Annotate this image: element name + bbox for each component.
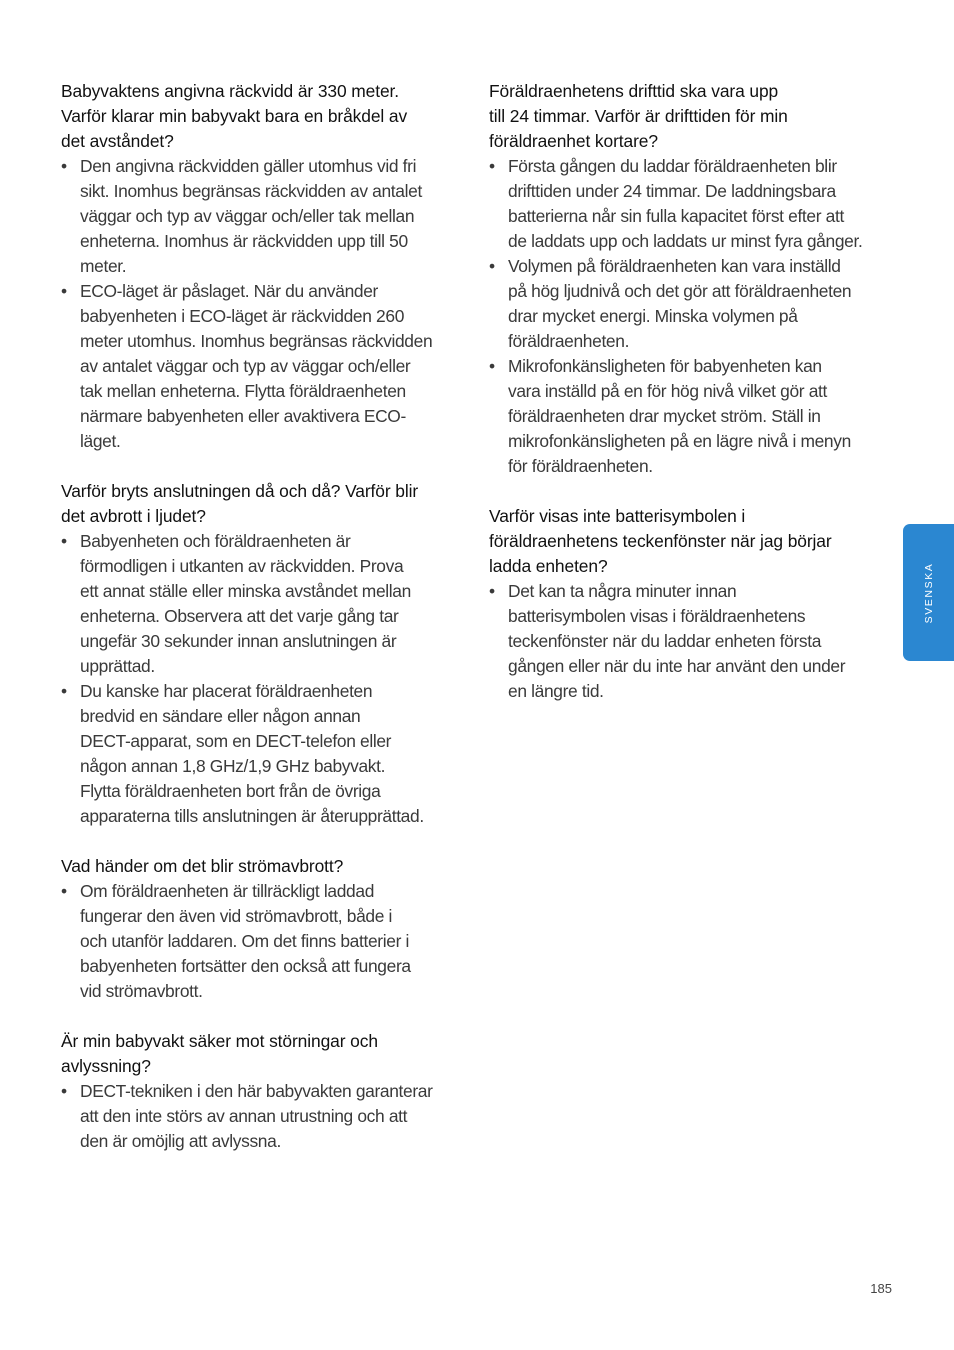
- answer-item: [61, 679, 466, 829]
- faq-item: [489, 504, 894, 704]
- answer-line: läget.: [80, 431, 121, 451]
- answer-list: [489, 154, 894, 479]
- faq-question: [61, 479, 466, 529]
- answer-line: sikt. Inomhus begränsas räckvidden av antalet: [80, 181, 422, 201]
- page-number: 185: [870, 1281, 892, 1296]
- answer-item: [489, 579, 894, 704]
- faq-question: [489, 504, 894, 579]
- answer-line: Flytta föräldraenheten bort från de övriga: [80, 781, 381, 801]
- answer-line: vara inställd på en för hög nivå vilket gör att: [508, 381, 827, 401]
- faq-question: [61, 1029, 466, 1079]
- bullet-icon: •: [489, 156, 495, 176]
- answer-line: teckenfönster när du laddar enheten första: [508, 631, 822, 651]
- answer-item: [61, 879, 466, 1004]
- bullet-icon: •: [61, 156, 67, 176]
- answer-line: föräldraenheten.: [508, 331, 630, 351]
- question-line: Varför bryts anslutningen då och då? Varför blir: [61, 481, 419, 501]
- right-column: [489, 79, 894, 729]
- answer-line: Det kan ta några minuter innan: [508, 581, 737, 601]
- answer-line: väggar och typ av väggar och/eller tak mellan: [80, 206, 415, 226]
- answer-line: enheterna. Observera att det varje gång tar: [80, 606, 399, 626]
- bullet-icon: •: [489, 256, 495, 276]
- answer-line: förmodligen i utkanten av räckvidden. Prova: [80, 556, 404, 576]
- answer-line: meter utomhus. Inomhus begränsas räckvidden: [80, 331, 433, 351]
- answer-line: batterisymbolen visas i föräldraenhetens: [508, 606, 806, 626]
- answer-line: närmare babyenheten eller avaktivera ECO-: [80, 406, 406, 426]
- answer-line: DECT-tekniken i den här babyvakten garanterar: [80, 1081, 433, 1101]
- answer-list: [61, 1079, 466, 1154]
- faq-item: [61, 854, 466, 1004]
- answer-line: gången eller när du inte har använt den under: [508, 656, 846, 676]
- question-line: Varför visas inte batterisymbolen i: [489, 506, 746, 526]
- answer-line: drifttiden under 24 timmar. De laddningsbara: [508, 181, 836, 201]
- answer-line: av antalet väggar och typ av väggar och/eller: [80, 356, 411, 376]
- answer-list: [489, 579, 894, 704]
- answer-line: Babyenheten och föräldraenheten är: [80, 531, 351, 551]
- answer-line: babyenheten i ECO-läget är räckvidden 260: [80, 306, 405, 326]
- answer-list: [61, 529, 466, 829]
- answer-line: Volymen på föräldraenheten kan vara inställd: [508, 256, 841, 276]
- answer-line: föräldraenheten drar mycket ström. Ställ in: [508, 406, 821, 426]
- answer-item: [61, 529, 466, 679]
- question-line: Vad händer om det blir strömavbrott?: [61, 856, 344, 876]
- answer-list: [61, 154, 466, 454]
- question-line: föräldraenhetens teckenfönster när jag börjar: [489, 531, 832, 551]
- bullet-icon: •: [61, 531, 67, 551]
- question-line: föräldraenhet kortare?: [489, 131, 658, 151]
- answer-line: Du kanske har placerat föräldraenheten: [80, 681, 373, 701]
- answer-line: upprättad.: [80, 656, 155, 676]
- faq-item: [61, 79, 466, 454]
- language-tab-label: SVENSKA: [922, 562, 935, 623]
- bullet-icon: •: [61, 681, 67, 701]
- answer-line: ungefär 30 sekunder innan anslutningen är: [80, 631, 397, 651]
- faq-question: [489, 79, 894, 154]
- answer-line: på hög ljudnivå och det gör att föräldraenheten: [508, 281, 852, 301]
- answer-line: batterierna når sin fulla kapacitet först efter att: [508, 206, 844, 226]
- bullet-icon: •: [489, 356, 495, 376]
- answer-line: och utanför laddaren. Om det finns batterier i: [80, 931, 410, 951]
- answer-item: [61, 279, 466, 454]
- question-line: avlyssning?: [61, 1056, 151, 1076]
- answer-line: den är omöjlig att avlyssna.: [80, 1131, 281, 1151]
- answer-line: enheterna. Inomhus är räckvidden upp till 50: [80, 231, 408, 251]
- bullet-icon: •: [489, 581, 495, 601]
- answer-line: de laddats upp och laddats ur minst fyra gånger.: [508, 231, 863, 251]
- answer-line: någon annan 1,8 GHz/1,9 GHz babyvakt.: [80, 756, 386, 776]
- answer-line: ett annat ställe eller minska avståndet mellan: [80, 581, 411, 601]
- answer-item: [489, 254, 894, 354]
- bullet-icon: •: [61, 1081, 67, 1101]
- answer-line: att den inte störs av annan utrustning och att: [80, 1106, 408, 1126]
- answer-line: apparaterna tills anslutningen är återupprättad.: [80, 806, 424, 826]
- faq-item: [489, 79, 894, 479]
- left-column: [61, 79, 466, 1179]
- answer-item: [61, 1079, 466, 1154]
- answer-line: Första gången du laddar föräldraenheten blir: [508, 156, 837, 176]
- question-line: Föräldraenhetens drifttid ska vara upp: [489, 81, 779, 101]
- answer-line: Den angivna räckvidden gäller utomhus vid fri: [80, 156, 417, 176]
- answer-line: Om föräldraenheten är tillräckligt laddad: [80, 881, 375, 901]
- question-line: det avbrott i ljudet?: [61, 506, 206, 526]
- question-line: Är min babyvakt säker mot störningar och: [61, 1031, 378, 1051]
- faq-question: [61, 854, 466, 879]
- answer-line: meter.: [80, 256, 127, 276]
- language-tab: [903, 524, 954, 661]
- answer-item: [61, 154, 466, 279]
- question-line: till 24 timmar. Varför är drifttiden för min: [489, 106, 788, 126]
- answer-item: [489, 154, 894, 254]
- answer-line: DECT-apparat, som en DECT-telefon eller: [80, 731, 392, 751]
- answer-line: för föräldraenheten.: [508, 456, 653, 476]
- answer-line: babyenheten fortsätter den också att fungera: [80, 956, 411, 976]
- question-line: ladda enheten?: [489, 556, 608, 576]
- answer-line: mikrofonkänsligheten på en lägre nivå i menyn: [508, 431, 851, 451]
- answer-line: en längre tid.: [508, 681, 604, 701]
- answer-line: tak mellan enheterna. Flytta föräldraenheten: [80, 381, 406, 401]
- answer-item: [489, 354, 894, 479]
- question-line: Varför klarar min babyvakt bara en bråkdel av: [61, 106, 408, 126]
- bullet-icon: •: [61, 281, 67, 301]
- bullet-icon: •: [61, 881, 67, 901]
- question-line: Babyvaktens angivna räckvidd är 330 meter.: [61, 81, 400, 101]
- answer-line: Mikrofonkänsligheten för babyenheten kan: [508, 356, 822, 376]
- faq-question: [61, 79, 466, 154]
- answer-list: [61, 879, 466, 1004]
- question-line: det avståndet?: [61, 131, 174, 151]
- answer-line: bredvid en sändare eller någon annan: [80, 706, 361, 726]
- faq-item: [61, 1029, 466, 1154]
- answer-line: fungerar den även vid strömavbrott, både i: [80, 906, 393, 926]
- faq-item: [61, 479, 466, 829]
- answer-line: ECO-läget är påslaget. När du använder: [80, 281, 378, 301]
- answer-line: vid strömavbrott.: [80, 981, 203, 1001]
- answer-line: drar mycket energi. Minska volymen på: [508, 306, 798, 326]
